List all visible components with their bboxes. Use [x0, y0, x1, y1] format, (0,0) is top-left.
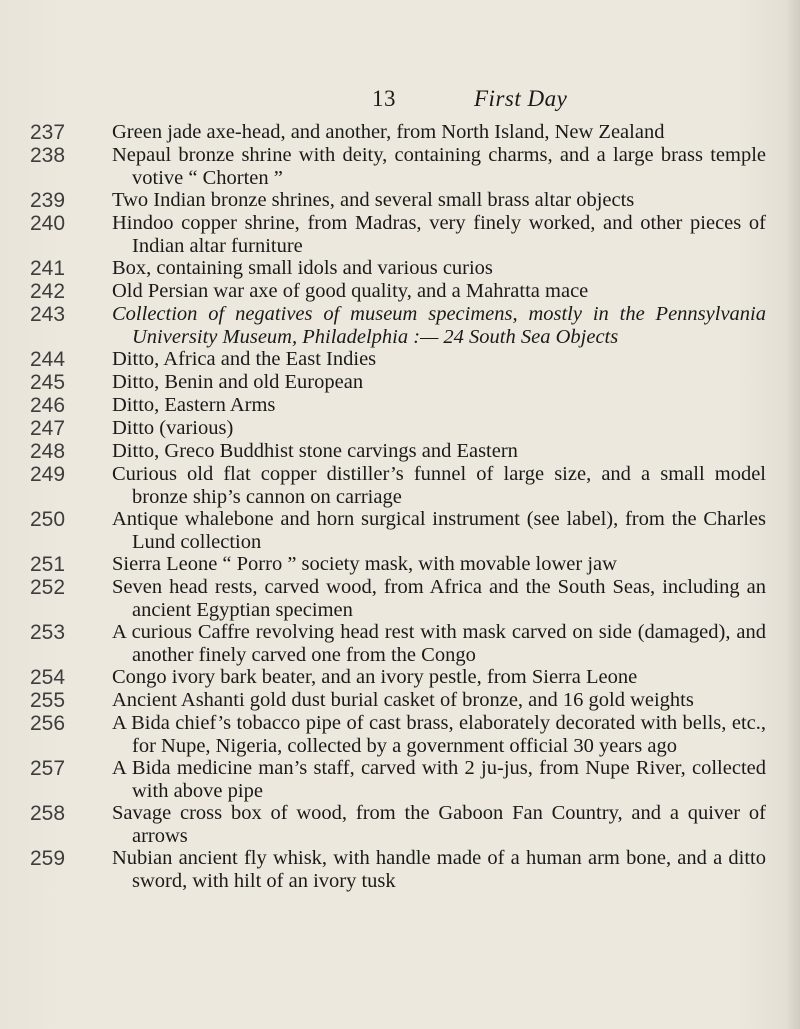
lot-description: A Bida chief’s tobacco pipe of cast brass, elaborately decorated with bells, etc., for Nupe, Nigeria, collected by a government official 30 years ago — [112, 712, 766, 757]
lot-number: 256 — [30, 712, 66, 735]
lot-description: Ditto (various) — [112, 417, 234, 439]
lot-description: Ditto, Benin and old European — [112, 371, 364, 393]
lot-description: Ancient Ashanti gold dust burial casket of bronze, and 16 gold weights — [112, 689, 694, 711]
lot-number: 255 — [30, 689, 66, 712]
lot-description: Seven head rests, carved wood, from Africa and the South Seas, including an ancient Egyptian specimen — [112, 576, 766, 621]
lot-description: Old Persian war axe of good quality, and a Mahratta mace — [112, 280, 589, 302]
lot-description: Nubian ancient fly whisk, with handle made of a human arm bone, and a ditto sword, with hilt of an ivory tusk — [112, 847, 766, 892]
lot-description: Hindoo copper shrine, from Madras, very finely worked, and other pieces of Indian altar furniture — [112, 212, 766, 257]
lot-number: 253 — [30, 621, 66, 644]
lot-number: 244 — [30, 348, 66, 371]
lot-description: Green jade axe-head, and another, from North Island, New Zealand — [112, 121, 665, 143]
lot-number: 248 — [30, 440, 66, 463]
running-head: First Day — [474, 86, 568, 111]
lot-description: Curious old flat copper distiller’s funnel of large size, and a small model bronze ship’s cannon on carriage — [112, 463, 766, 508]
lot-description: Sierra Leone “ Porro ” society mask, with movable lower jaw — [112, 553, 617, 575]
lot-description: Ditto, Greco Buddhist stone carvings and Eastern — [112, 440, 518, 462]
lot-description: Antique whalebone and horn surgical instrument (see label), from the Charles Lund collection — [112, 508, 766, 553]
page-edge-shadow — [786, 0, 800, 1029]
lot-number: 252 — [30, 576, 66, 599]
lot-number: 237 — [30, 121, 66, 144]
lot-number: 246 — [30, 394, 66, 417]
lot-number: 257 — [30, 757, 66, 780]
lot-number: 240 — [30, 212, 66, 235]
lot-description: Savage cross box of wood, from the Gaboon Fan Country, and a quiver of arrows — [112, 802, 766, 847]
lot-description: Ditto, Africa and the East Indies — [112, 348, 377, 370]
lot-description: Nepaul bronze shrine with deity, containing charms, and a large brass temple votive “ Chorten ” — [112, 144, 766, 189]
lot-number: 251 — [30, 553, 66, 576]
lot-number: 245 — [30, 371, 66, 394]
lot-number: 239 — [30, 189, 66, 212]
lot-number: 249 — [30, 463, 66, 486]
page-header — [0, 86, 800, 116]
lot-description: Collection of negatives of museum specimens, mostly in the Pennsylvania University Museum, Philadelphia :— 24 South Sea Objects — [112, 303, 766, 348]
lot-number: 247 — [30, 417, 66, 440]
lot-number: 258 — [30, 802, 66, 825]
lot-number: 254 — [30, 666, 66, 689]
lot-number: 242 — [30, 280, 66, 303]
lot-description: Two Indian bronze shrines, and several small brass altar objects — [112, 189, 635, 211]
lot-description: Box, containing small idols and various curios — [112, 257, 493, 279]
lot-description: Congo ivory bark beater, and an ivory pestle, from Sierra Leone — [112, 666, 638, 688]
lot-description: A curious Caffre revolving head rest with mask carved on side (damaged), and another finely carved one from the Congo — [112, 621, 766, 666]
lot-number: 241 — [30, 257, 66, 280]
lot-number: 243 — [30, 303, 66, 326]
lot-number: 259 — [30, 847, 66, 870]
lot-number: 238 — [30, 144, 66, 167]
lot-number: 250 — [30, 508, 66, 531]
lot-description: Ditto, Eastern Arms — [112, 394, 276, 416]
lot-description: A Bida medicine man’s staff, carved with 2 ju-jus, from Nupe River, collected with above pipe — [112, 757, 766, 802]
page-number: 13 — [372, 86, 396, 111]
